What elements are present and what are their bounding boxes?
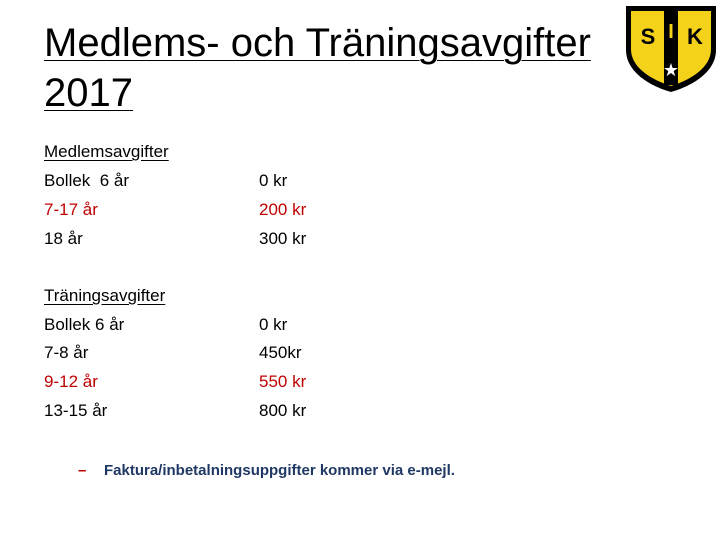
training-fee-label: 13-15 år [44,401,108,420]
training-fee-label: 9-12 år [44,372,98,391]
training-fee-value: 800 kr [259,401,307,420]
logo-star: ★ [662,60,680,81]
page-title: Medlems- och Träningsavgifter 2017 [44,21,591,115]
member-fees-heading: Medlemsavgifter [44,142,169,161]
logo-letter-k: K [687,24,703,49]
member-fee-label: 7-17 år [44,200,98,219]
logo-letter-i: I [668,21,674,43]
member-fee-row [44,224,364,253]
training-fee-row [44,310,364,339]
training-fee-label: 7-8 år [44,343,89,362]
club-logo [622,2,720,94]
member-fee-value: 300 kr [259,229,307,248]
member-fee-row [44,195,364,224]
member-fee-value: 200 kr [259,200,307,219]
member-fee-label: Bollek 6 år [44,171,130,190]
training-fee-row [44,396,364,425]
training-fee-value: 550 kr [259,372,307,391]
member-fee-row [44,166,364,195]
training-fee-value: 0 kr [259,315,288,334]
logo-letter-s: S [640,24,656,49]
note-bullet: – [78,462,87,479]
note-text: Faktura/inbetalningsuppgifter kommer via e-mejl. [104,462,455,479]
member-fee-label: 18 år [44,229,83,248]
invoice-note [78,460,455,482]
training-fee-row [44,338,364,367]
training-fee-row [44,367,364,396]
training-fees-heading: Träningsavgifter [44,286,166,305]
training-fee-label: Bollek 6 år [44,315,125,334]
training-fee-value: 450kr [259,343,302,362]
member-fee-value: 0 kr [259,171,288,190]
